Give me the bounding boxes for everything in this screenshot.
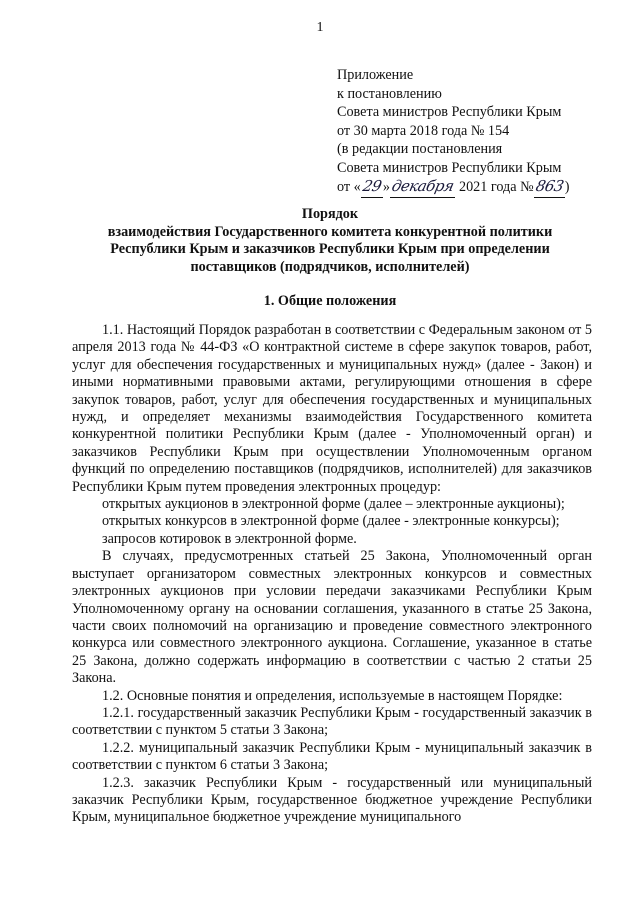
title-line: поставщиков (подрядчиков, исполнителей) [190,258,470,275]
paragraph: открытых конкурсов в электронной форме (далее - электронные конкурсы); [102,513,560,530]
document-body [72,322,592,827]
appendix-line: (в редакции постановления [337,141,503,157]
paragraph: В случаях, предусмотренных статьей 25 Закона, Уполномоченный орган выступает организатором совместных электронных конкурсов и совместных электронных аукционов при условии передачи заказчиками Республики Крым Уполномоченному органу на основании соглашения, указанного в статье 25 Закона, части своих полномочий на организацию и проведение совместного электронного конкурса или совместного электронного аукциона. Соглашение, указанное в статье 25 Закона, должно содержать информацию в соответствии с частью 2 статьи 25 Закона. [72,548,592,687]
sig-suffix: ) [564,179,570,195]
paragraph: 1.2. Основные понятия и определения, используемые в настоящем Порядке: [102,687,563,704]
paragraph: открытых аукционов в электронной форме (далее – электронные аукционы); [102,496,565,513]
signature-date-line [337,177,627,198]
paragraph: запросов котировок в электронной форме. [102,530,357,547]
handwritten-day: 29 [361,177,383,198]
paragraph: 1.1. Настоящий Порядок разработан в соответствии с Федеральным законом от 5 апреля 2013 года № 44-ФЗ «О контрактной системе в сфере закупок товаров, работ, услуг для обеспечения государственных и муниципальных нужд» (далее - Закон) и иными нормативными правовыми актами, регулирующими отношения в сфере закупок товаров, работ, услуг для обеспечения государственных и муниципальных нужд, и определяет механизмы взаимодействия Государственного комитета конкурентной политики Республики Крым (далее - Уполномоченный орган) и заказчиков Республики Крым при осуществлении Уполномоченным органом функций по определению поставщиков (подрядчиков, исполнителей) для заказчиков Республики Крым путем проведения электронных процедур: [72,322,592,495]
sig-mid: » [382,179,390,195]
appendix-line: к постановлению [337,85,442,102]
sig-year-text: 2021 года № [455,179,534,195]
title-line: Порядок [301,206,359,222]
sig-prefix: от « [337,179,361,195]
handwritten-number: 863 [534,177,565,198]
appendix-line: Приложение [337,67,414,83]
appendix-block [337,66,627,198]
section-heading: 1. Общие положения [263,293,397,309]
appendix-line: Совета министров Республики Крым [337,159,562,176]
paragraph: 1.2.1. государственный заказчик Республики Крым - государственный заказчик в соответствии с пунктом 5 статьи 3 Закона; [72,704,592,739]
paragraph: 1.2.2. муниципальный заказчик Республики Крым - муниципальный заказчик в соответствии с пунктом 6 статьи 3 Закона; [72,739,592,774]
title-line: взаимодействия Государственного комитета конкурентной политики [107,223,553,240]
appendix-line: Совета министров Республики Крым [337,104,562,120]
paragraph: 1.2.3. заказчик Республики Крым - государственный или муниципальный заказчик Республики Крым, государственное бюджетное учреждение Республики Крым, муниципальное бюджетное учреждение муниципального [72,774,592,826]
handwritten-month: декабря [390,177,455,198]
page-number: 1 [316,20,324,35]
appendix-line: от 30 марта 2018 года № 154 [337,122,510,139]
document-title [80,206,580,276]
title-line: Республики Крым и заказчиков Республики Крым при определении [110,241,550,257]
